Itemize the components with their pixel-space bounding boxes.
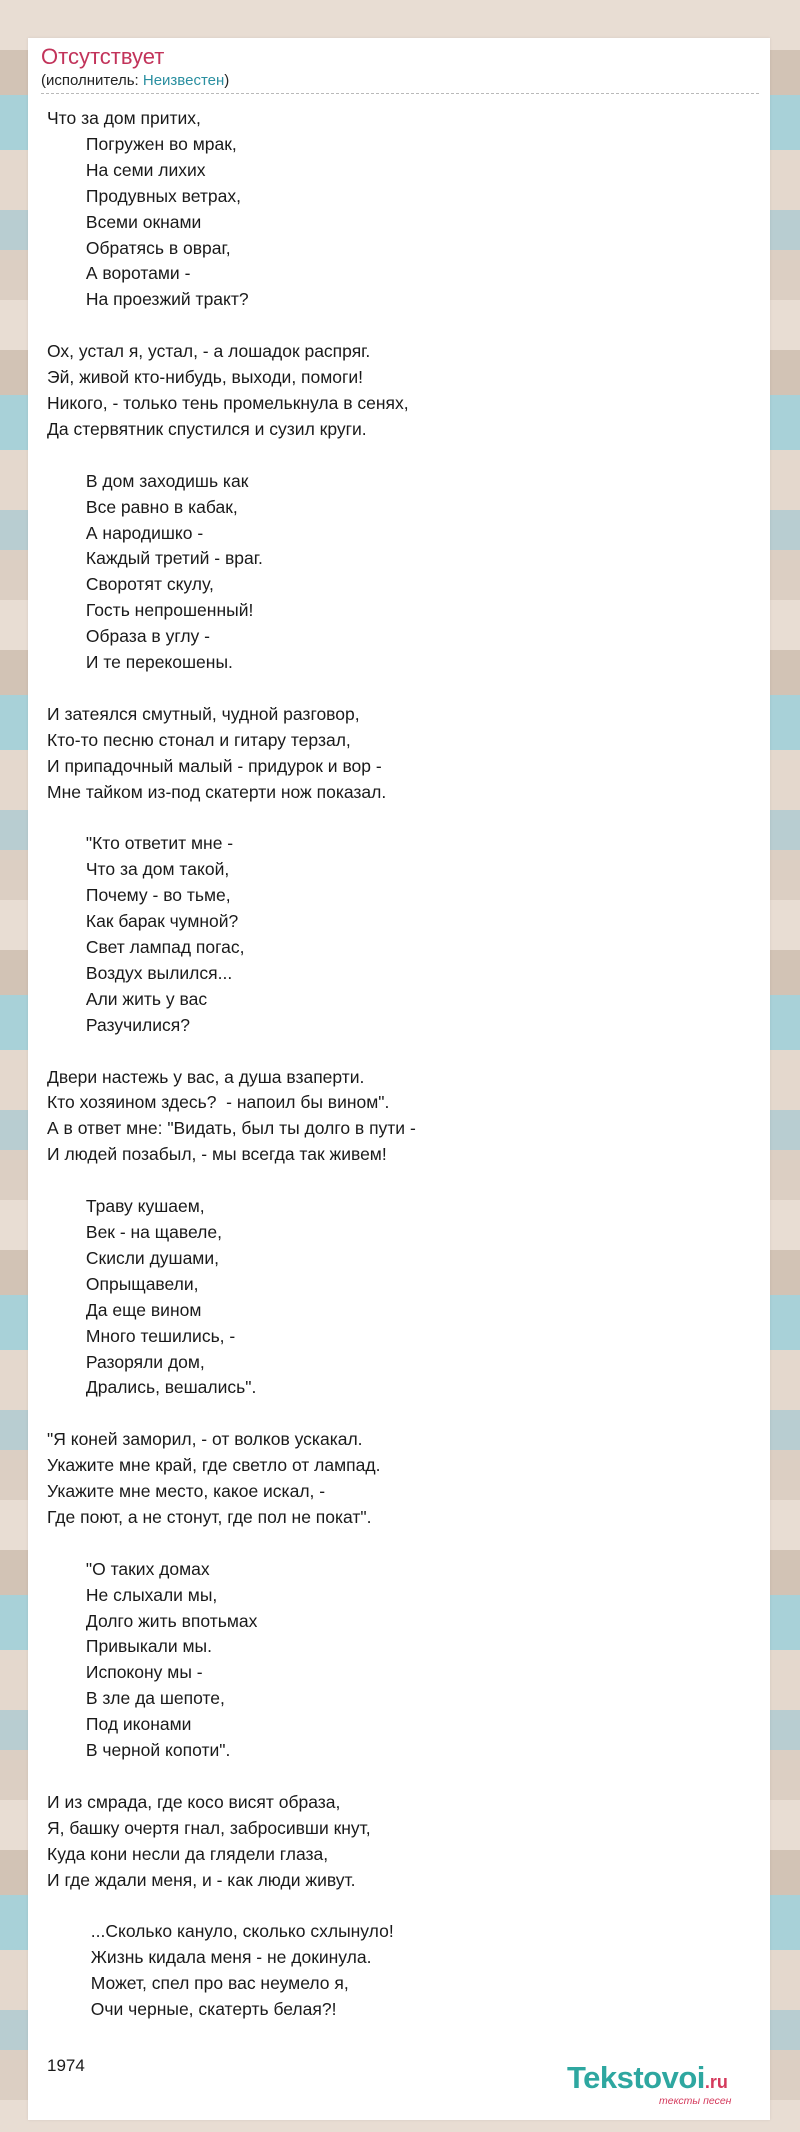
song-year: 1974 (47, 2056, 85, 2075)
performer-prefix: (исполнитель: (41, 72, 143, 89)
logo-main-text: Tekstovoi (567, 2060, 705, 2095)
performer-suffix: ) (224, 72, 230, 89)
song-title: Отсутствует (41, 44, 165, 69)
title-divider (41, 93, 759, 94)
lyrics-text: Что за дом притих, Погружен во мрак, На семи лихих Продувных ветрах, Всеми окнами Обратясь в овраг, А воротами - На проезжий тракт? Ох, устал я, устал, - а лошадок распряг. Эй, живой кто-нибудь, выходи, помоги! Никого, - только тень промелькнула в сенях, Да стервятник спустился и сузил круги. В дом заходишь как Все равно в кабак, А народишко - Каждый третий - враг. Своротят скулу, Гость непрошенный! Образа в углу - И те перекошены. И затеялся смутный, чудной разговор, Кто-то песню стонал и гитару терзал, И припадочный малый - придурок и вор - Мне тайком из-под скатерти нож показал. "Кто ответит мне - Что за дом такой, Почему - во тьме, Как барак чумной? Свет лампад погас, Воздух вылился... Али жить у вас Разучилися? Двери настежь у вас, а душа взаперти. Кто хозяином здесь? - напоил бы вином". А в ответ мне: "Видать, был ты долго в пути - И людей позабыл, - мы всегда так живем! Траву кушаем, Век - на щавеле, Скисли душами, Опрыщавели, Да еще вином Много тешились, - Разоряли дом, Дрались, вешались". "Я коней заморил, - от волков ускакал. Укажите мне край, где светло от лампад. Укажите мне место, какое искал, - Где поют, а не стонут, где пол не покат". "О таких домах Не слыхали мы, Долго жить впотьмах Привыкали мы. Испокону мы - В зле да шепоте, Под иконами В черной копоти". И из смрада, где косо висят образа, Я, башку очертя гнал, забросивши кнут, Куда кони несли да глядели глаза, И где ждали меня, и - как люди живут. ...Сколько кануло, сколько схлынуло! Жизнь кидала меня - не докинула. Может, спел про вас неумело я, Очи черные, скатерть белая?! (47, 108, 416, 2020)
performer-link[interactable]: Неизвестен (142, 72, 225, 89)
logo-domain-suffix: .ru (704, 2072, 728, 2092)
performer-line (41, 72, 229, 90)
logo-tagline: тексты песен (659, 2095, 732, 2107)
site-logo[interactable] (567, 2060, 767, 2120)
logo-wordmark (567, 2060, 728, 2100)
